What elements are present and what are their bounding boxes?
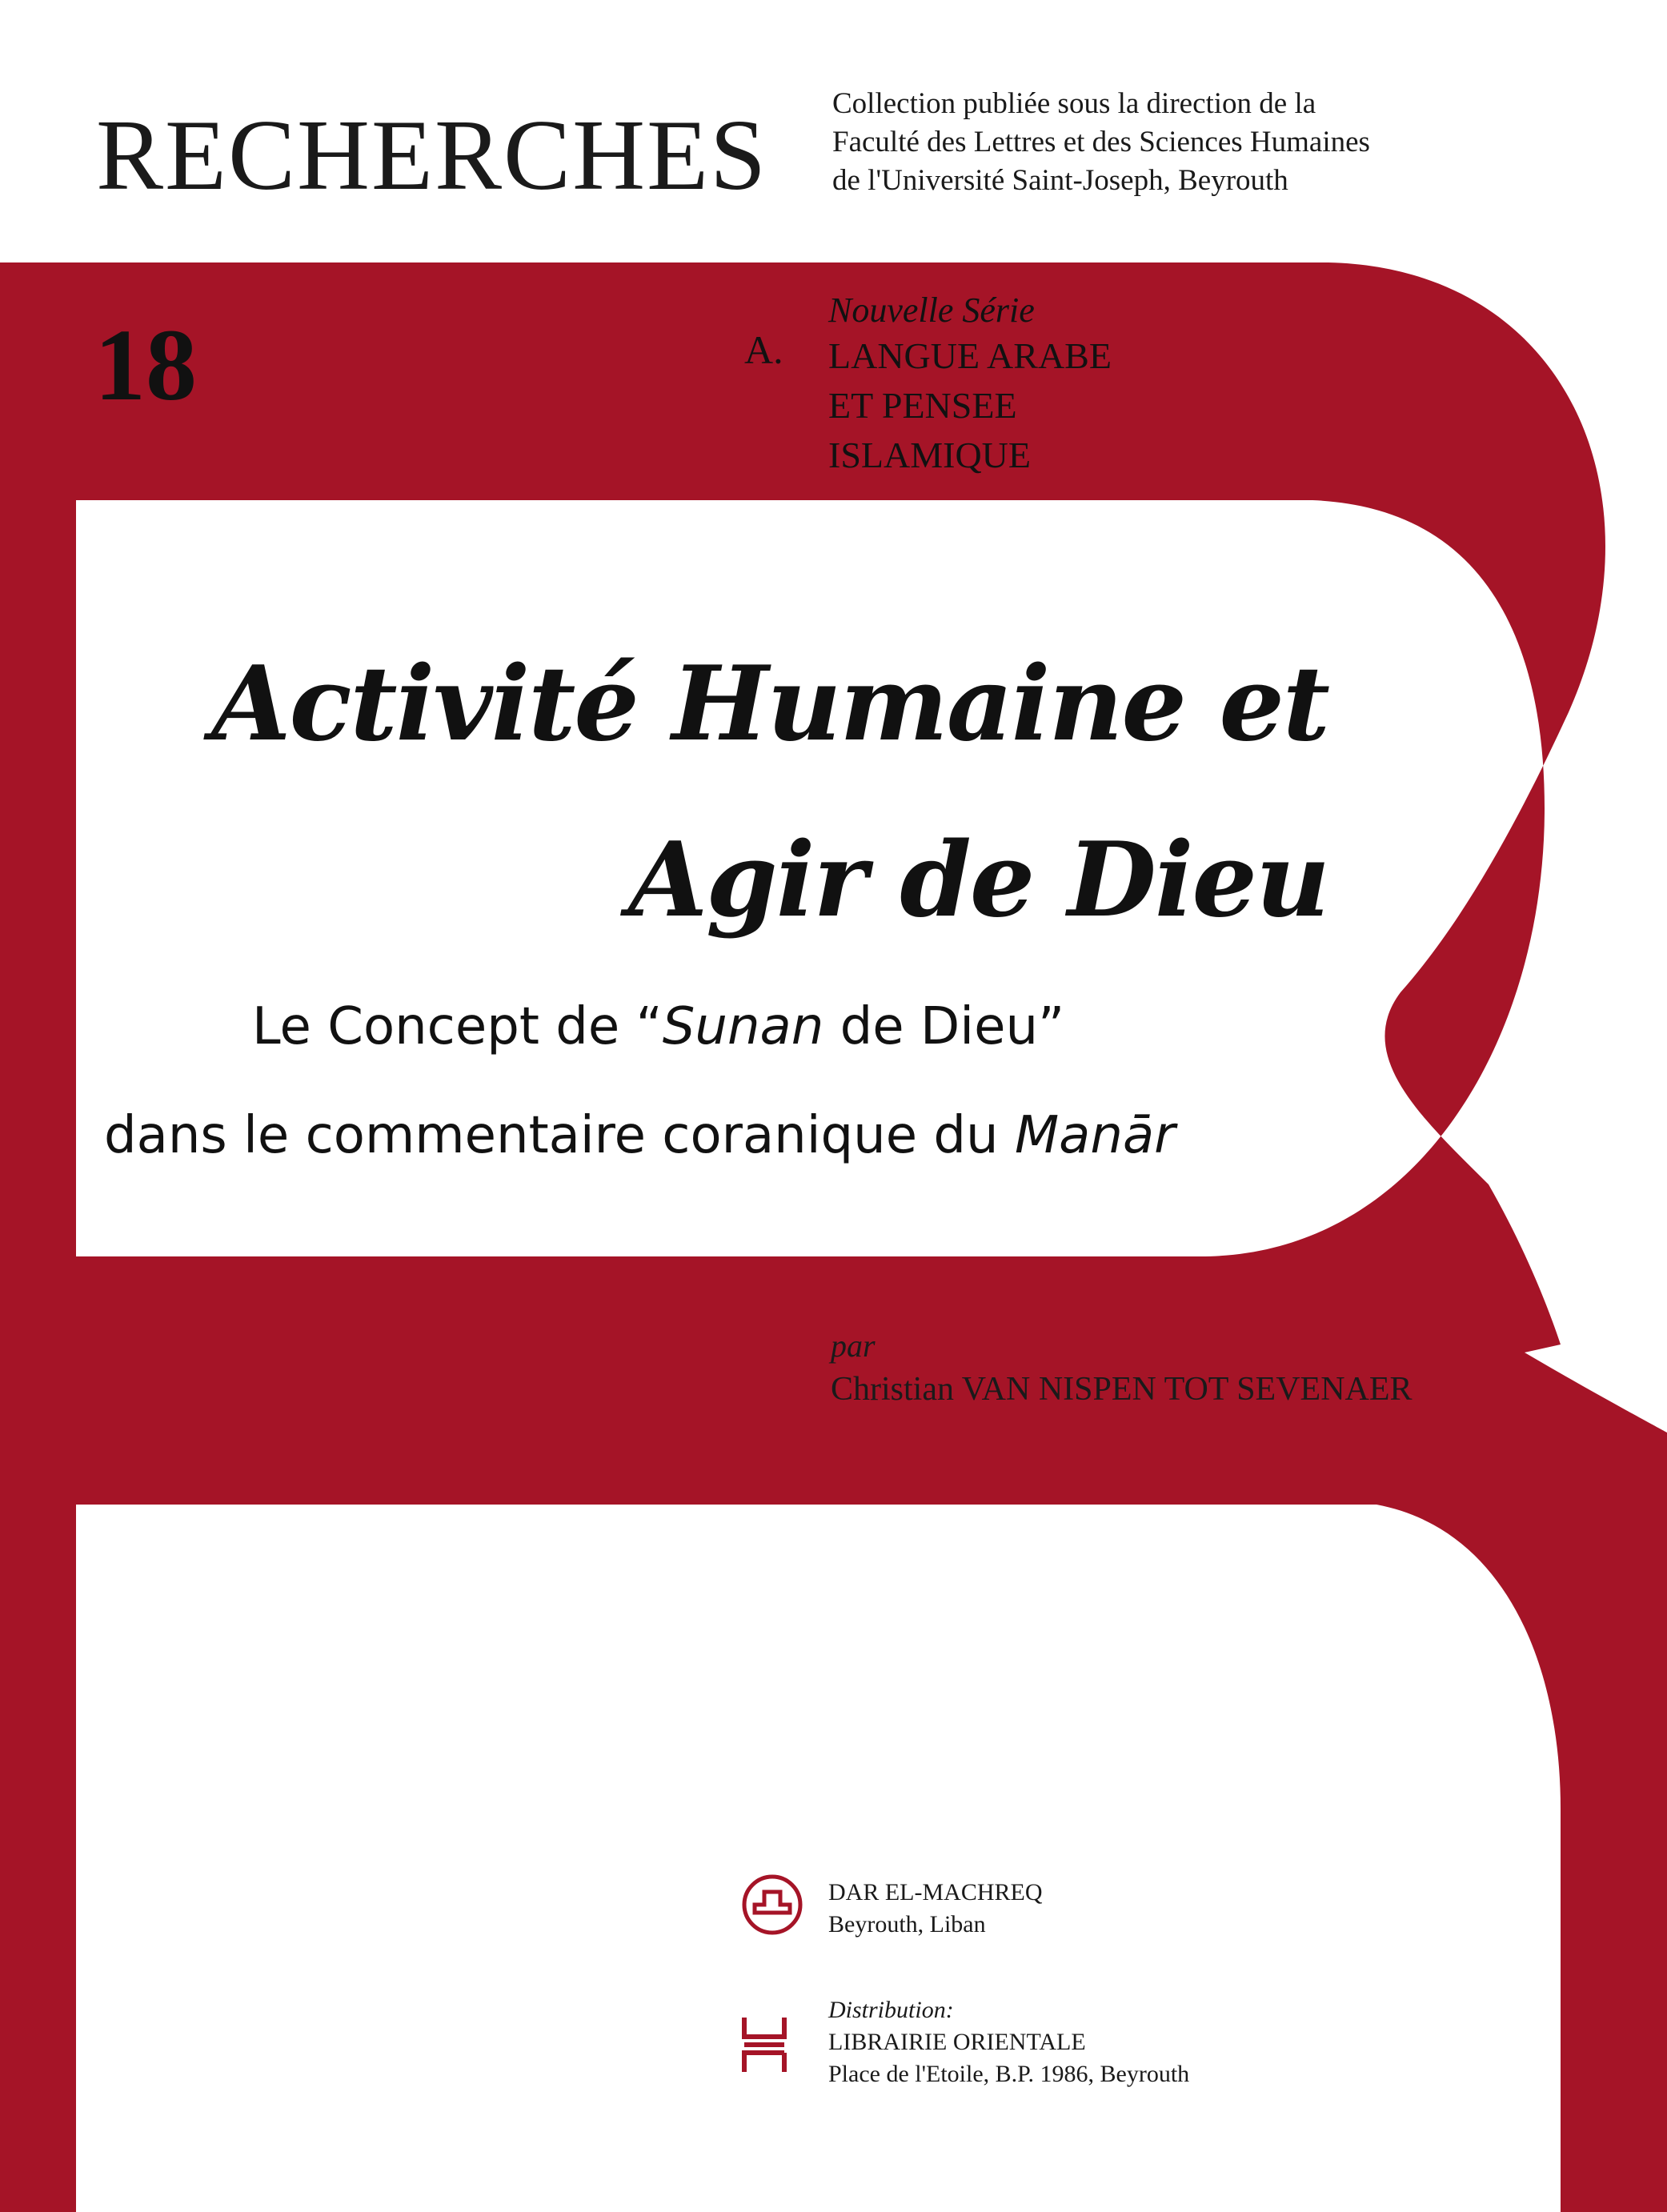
- publisher-block: [828, 1877, 1043, 1941]
- publisher-city: Beyrouth, Liban: [828, 1911, 986, 1938]
- book-title: [112, 616, 1328, 968]
- collection-note-line: de l'Université Saint-Joseph, Beyrouth: [832, 164, 1288, 197]
- collection-note: [832, 85, 1370, 200]
- subtitle-italic-term: Manār: [1014, 1106, 1176, 1165]
- book-subtitle: [104, 972, 1320, 1190]
- publisher-name: DAR EL-MACHREQ: [828, 1879, 1043, 1905]
- distributor-address: Place de l'Etoile, B.P. 1986, Beyrouth: [828, 2061, 1190, 2087]
- collection-note-line: Faculté des Lettres et des Sciences Humaines: [832, 126, 1370, 158]
- series-name: RECHERCHES: [96, 100, 768, 211]
- author-name: Christian VAN NISPEN TOT SEVENAER: [831, 1371, 1413, 1408]
- collection-note-line: Collection publiée sous la direction de la: [832, 87, 1316, 120]
- distribution-block: [828, 1994, 1189, 2090]
- byline-label: par: [831, 1328, 876, 1364]
- title-line-2: Agir de Dieu: [627, 820, 1328, 940]
- subtitle-text: dans le commentaire coranique du: [104, 1106, 1015, 1165]
- series-number: 18: [94, 308, 197, 422]
- subtitle-text: de Dieu”: [823, 997, 1065, 1056]
- distribution-label: Distribution:: [828, 1997, 954, 2023]
- subtitle-text: Le Concept de “: [252, 997, 663, 1056]
- series-label: Nouvelle Série: [828, 291, 1035, 330]
- subtitle-italic-term: Sunan: [662, 997, 824, 1056]
- byline: [831, 1324, 1413, 1411]
- subtitle-line-2: [104, 1081, 1320, 1190]
- publisher-logo-icon: [740, 1873, 804, 1937]
- title-line-1: Activité Humaine et: [211, 644, 1328, 764]
- section-line: ET PENSEE: [828, 385, 1017, 426]
- distributor-logo-icon: [738, 2013, 791, 2077]
- section-letter: A.: [744, 327, 783, 372]
- section-line: LANGUE ARABE: [828, 335, 1112, 376]
- section-block: [828, 290, 1112, 480]
- section-line: ISLAMIQUE: [828, 435, 1031, 475]
- distributor-name: LIBRAIRIE ORIENTALE: [828, 2029, 1086, 2055]
- subtitle-line-1: [104, 972, 1320, 1081]
